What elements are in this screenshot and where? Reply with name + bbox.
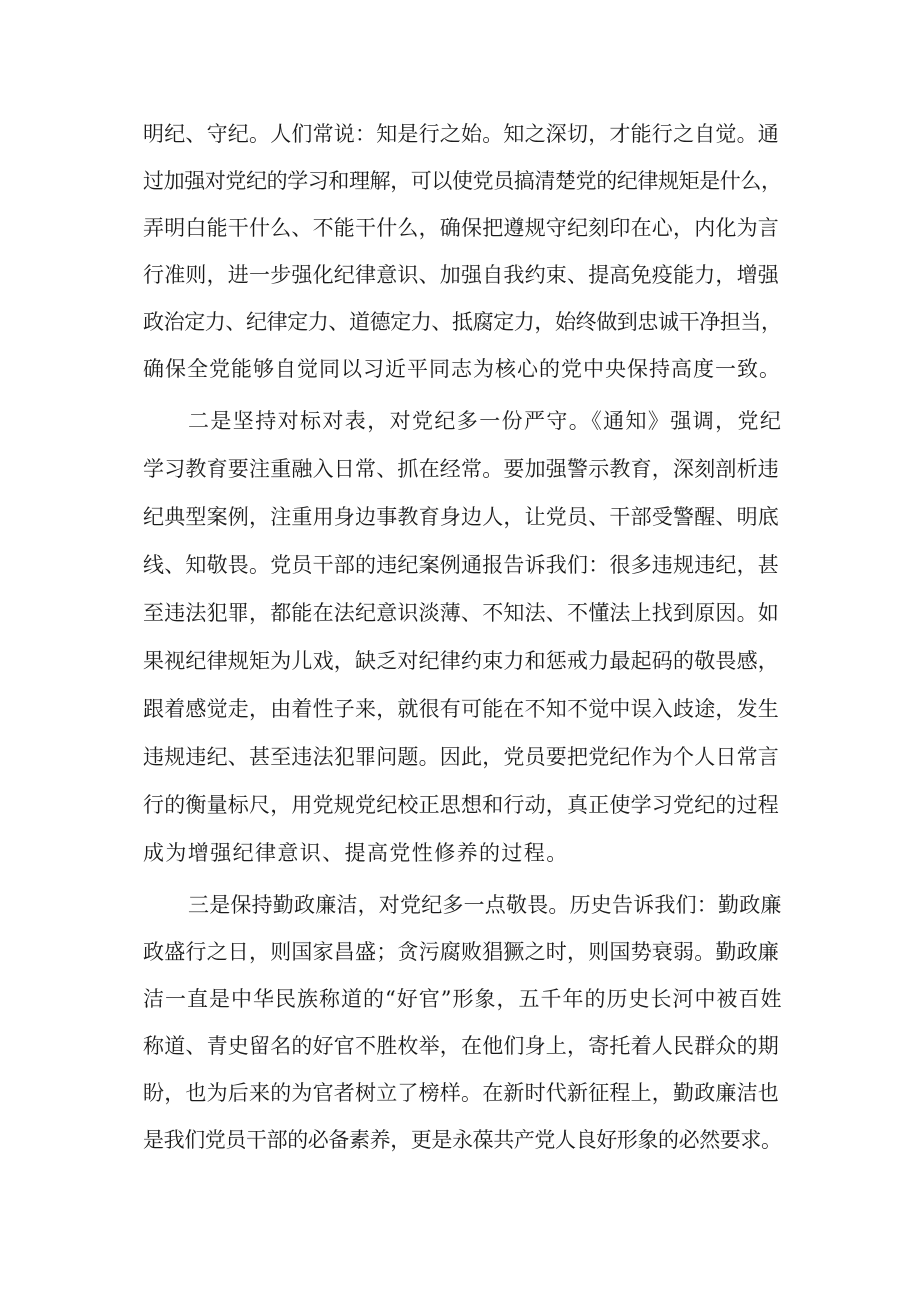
paragraph-line: 果视纪律规矩为儿戏，缺乏对纪律约束力和惩戒力最起码的敬畏感，: [143, 649, 779, 673]
paragraph-line: 跟着感觉走，由着性子来，就很有可能在不知不觉中误入歧途，发生: [143, 697, 779, 721]
paragraph-line: 是我们党员干部的必备素养，更是永葆共产党人良好形象的必然要求。: [143, 1128, 782, 1152]
paragraph-line: 行的衡量标尺，用党规党纪校正思想和行动，真正使学习党纪的过程: [143, 793, 779, 817]
paragraph-line: 明纪、守纪。人们常说：知是行之始。知之深切，才能行之自觉。通: [143, 122, 779, 146]
paragraph-line: 盼，也为后来的为官者树立了榜样。在新时代新征程上，勤政廉洁也: [143, 1081, 779, 1105]
paragraph-line: 违规违纪、甚至违法犯罪问题。因此，党员要把党纪作为个人日常言: [143, 745, 779, 769]
paragraph-line: 政盛行之日，则国家昌盛；贪污腐败猖獗之时，则国势衰弱。勤政廉: [143, 940, 779, 964]
paragraph-line: 洁一直是中华民族称道的“好官”形象，五千年的历史长河中被百姓: [143, 987, 783, 1011]
paragraph-line: 弄明白能干什么、不能干什么，确保把遵规守纪刻印在心，内化为言: [143, 216, 779, 240]
paragraph-line: 确保全党能够自觉同以习近平同志为核心的党中央保持高度一致。: [143, 357, 781, 381]
paragraph-line: 过加强对党纪的学习和理解，可以使党员搞清楚党的纪律规矩是什么，: [143, 169, 782, 193]
paragraph-line: 称道、青史留名的好官不胜枚举，在他们身上，寄托着人民群众的期: [143, 1034, 779, 1058]
paragraph-line: 成为增强纪律意识、提高党性修养的过程。: [143, 841, 569, 865]
paragraph-line: 至违法犯罪，都能在法纪意识淡薄、不知法、不懂法上找到原因。如: [143, 601, 779, 625]
paragraph-line: 行准则，进一步强化纪律意识、加强自我约束、提高免疫能力，增强: [143, 263, 779, 287]
paragraph-line: 线、知敬畏。党员干部的违纪案例通报告诉我们：很多违规违纪，甚: [143, 553, 779, 577]
paragraph-line: 纪典型案例，注重用身边事教育身边人，让党员、干部受警醒、明底: [143, 505, 779, 529]
paragraph-line: 政治定力、纪律定力、道德定力、抵腐定力，始终做到忠诚干净担当，: [143, 310, 782, 334]
paragraph-first-line: 二是坚持对标对表，对党纪多一份严守。《通知》强调，党纪: [188, 409, 783, 433]
paragraph-first-line: 三是保持勤政廉洁，对党纪多一点敬畏。历史告诉我们：勤政廉: [188, 893, 782, 917]
paragraph-line: 学习教育要注重融入日常、抓在经常。要加强警示教育，深刻剖析违: [143, 457, 779, 481]
